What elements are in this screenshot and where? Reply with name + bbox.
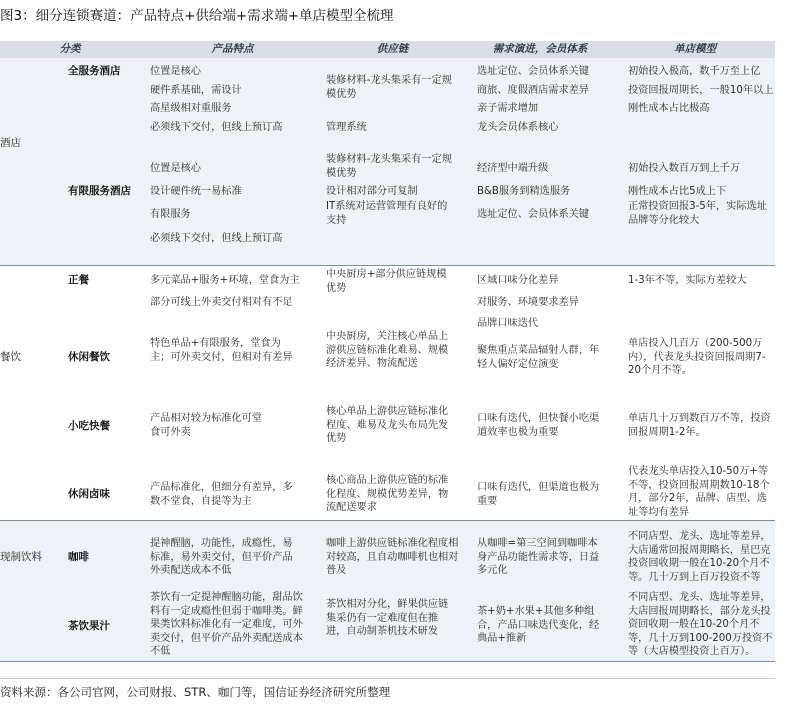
- table-cell: 经济型中端升级: [477, 163, 549, 174]
- table-cell: B&B服务到精选服务: [477, 186, 571, 197]
- table-cell: 龙头会员体系核心: [477, 122, 559, 133]
- table-cell: 单店几十万到数百万不等，投资回报周期1-2年。: [628, 413, 771, 438]
- table-cell: 核心单品上游供应链标准化程度、难易及龙头布局先发优势: [326, 406, 449, 444]
- header-model: 单店模型: [674, 43, 716, 55]
- table-cell: 位置是核心: [150, 163, 201, 174]
- table-cell: 提神醒脑，功能性，成瘾性，易标准，易外卖交付，但平价产品外卖配送成本不低: [150, 538, 293, 576]
- table-cell: 部分可线上外卖交付相对有不足: [150, 297, 293, 308]
- table-cell: 不同店型、龙头、选址等差异，大店回报周期略长，部分龙头投资回收期一般在10-20个月不等，几十万到100-200万投资不等（大店模型投资上百万）。: [628, 592, 773, 657]
- table-cell: 选址定位、会员体系关键: [477, 66, 590, 77]
- table-cell: 亲子需求增加: [477, 103, 539, 114]
- subcategory-tea-juice: 茶饮果汁: [68, 620, 110, 632]
- table-cell: 茶+奶+水果+其他多种组合，产品口味迭代变化，经典品+推新: [477, 606, 600, 644]
- table-cell: 管理系统: [326, 122, 367, 133]
- table-cell: 高星级相对重服务: [150, 103, 232, 114]
- table-cell: 初始投入极高，数千万至上亿: [628, 66, 761, 77]
- table-cell: 设计硬件统一易标准: [150, 186, 242, 197]
- subcategory-full-service-hotel: 全服务酒店: [68, 65, 121, 77]
- table-cell: 不同店型、龙头、选址等差异，大店通常回报周期略长，星巴克投资回收期一般在10-20个月不等。几十万到上百万投资不等: [628, 531, 771, 583]
- table-cell: 代表龙头单店投入10-50万+等不等，投资回报周期数10-18个月，部分2年，品牌、店型、选址等均有差异: [628, 466, 770, 518]
- table-cell: 有限服务: [150, 209, 191, 220]
- table-cell: 口味有迭代，但渠道也极为重要: [477, 482, 600, 507]
- table-cell: 品牌口味迭代: [477, 318, 539, 329]
- header-category: 分类: [59, 43, 81, 55]
- table-cell: 必须线下交付，但线上预订高: [150, 122, 283, 133]
- section-divider: [0, 661, 775, 662]
- subcategory-braised-snacks: 休闲卤味: [68, 488, 110, 500]
- table-cell: 位置是核心: [150, 66, 201, 77]
- table-cell: 选址定位、会员体系关键: [477, 209, 590, 220]
- section-divider: [0, 520, 775, 521]
- table-cell: 装修材料-龙头集采有一定规模优势: [326, 154, 452, 179]
- subcategory-formal-dining: 正餐: [68, 274, 89, 286]
- subcategory-limited-service-hotel: 有限服务酒店: [68, 185, 131, 197]
- table-cell: 产品标准化，但细分有差异，多数不堂食，自提等为主: [150, 482, 293, 507]
- table-cell: 口味有迭代，但快餐小吃渠道效率也极为重要: [477, 413, 600, 438]
- table-cell: 核心商品上游供应链的标准化程度、规模优势差异，物流配送要求: [326, 475, 449, 513]
- table-cell: 刚性成本占比极高: [628, 103, 710, 114]
- subcategory-coffee: 咖啡: [68, 551, 89, 563]
- header-product: 产品特点: [211, 43, 254, 55]
- table-cell: 正常投资回报3-5年，实际选址品牌等分化较大: [628, 201, 767, 226]
- subcategory-casual-dining: 休闲餐饮: [68, 351, 110, 363]
- header-demand: 需求演进，会员体系: [492, 43, 588, 55]
- category-hotel: 酒店: [0, 137, 21, 149]
- table-cell: 对服务、环境要求差异: [477, 297, 579, 308]
- table-cell: 从咖啡=第三空间到咖啡本身产品功能性需求等，日益多元化: [477, 538, 600, 576]
- table-cell: 硬件系基础，需设计: [150, 85, 242, 96]
- table-cell: 1-3年不等，实际方差较大: [628, 275, 747, 286]
- table-cell: 特色单品+有限服务，堂食为主；可外卖交付，但相对有差异: [150, 338, 293, 363]
- category-drink: 现制饮料: [0, 551, 42, 563]
- section-divider: [0, 265, 775, 266]
- table-cell: 茶饮有一定提神醒脑功能，甜品饮料有一定成瘾性但弱于咖啡类。鲜果类饮料标准化有一定难度，可外卖交付，但平价产品外卖配送成本不低: [150, 592, 303, 657]
- table-cell: 区域口味分化差异: [477, 275, 559, 286]
- table-cell: 必须线下交付，但线上预订高: [150, 233, 283, 244]
- table-cell: 投资回报周期长，一般10年以上: [628, 85, 774, 96]
- footer-divider: [0, 678, 775, 679]
- table-cell: 装修材料-龙头集采有一定规模优势: [326, 75, 452, 100]
- table-cell: 产品相对较为标准化可堂食可外卖: [150, 413, 263, 438]
- table-cell: IT系统对运营管理有良好的支持: [326, 201, 448, 226]
- subcategory-snack-fast-food: 小吃快餐: [68, 420, 110, 432]
- table-header: [0, 41, 775, 58]
- table-cell: 多元菜品+服务+环境，堂食为主: [150, 275, 300, 286]
- table-cell: 聚焦重点菜品辐射人群，年轻人偏好定位演变: [477, 345, 600, 370]
- table-cell: 单店投入几百万（200-500万内），代表龙头投资回报周期7-20个月不等。: [628, 338, 766, 376]
- table-cell: 茶饮相对分化，鲜果供应链集采仍有一定难度但在推进，自动制茶机技术研发: [326, 599, 449, 637]
- table-cell: 设计相对部分可复制: [326, 186, 418, 197]
- table-cell: 中央厨房+部分供应链规模优势: [326, 269, 447, 294]
- category-food: 餐饮: [0, 351, 21, 363]
- header-supply: 供应链: [376, 43, 409, 55]
- figure-title: 图3：细分连锁赛道：产品特点+供给端+需求端+单店模型全梳理: [0, 8, 394, 24]
- source-note: 资料来源：各公司官网，公司财报、STR、咖门等，国信证券经济研究所整理: [0, 685, 391, 699]
- table-cell: 刚性成本占比5成上下: [628, 186, 727, 197]
- table-cell: 咖啡上游供应链标准化程度相对较高，且自动咖啡机也相对普及: [326, 538, 459, 576]
- table-cell: 商旅、度假酒店需求差异: [477, 85, 590, 96]
- table-cell: 初始投入数百万到上千万: [628, 163, 741, 174]
- table-cell: 中央厨房，关注核心单品上游供应链标准化难易、规模经济差异、物流配送: [326, 331, 449, 369]
